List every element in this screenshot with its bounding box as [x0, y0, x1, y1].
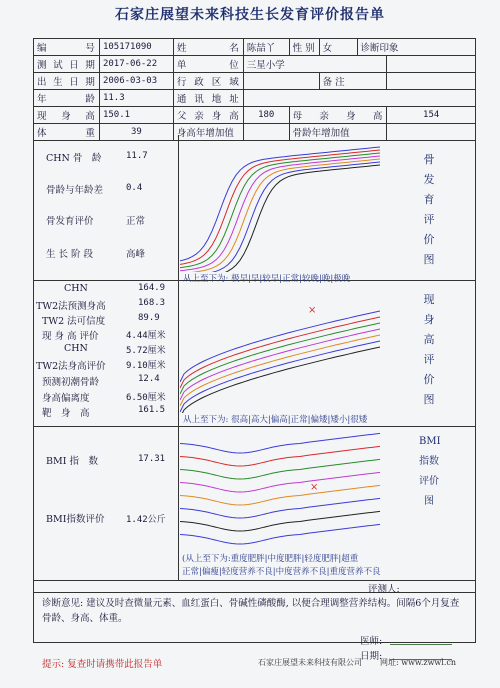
- bmi-value: 17.31: [138, 454, 166, 464]
- label-name: 姓 名: [173, 39, 243, 56]
- height-curve-2: [180, 317, 380, 388]
- label-height-gain: 身高年增加值: [173, 124, 243, 141]
- date-label: 日期:: [360, 651, 383, 662]
- bmi-curve-8: [180, 524, 380, 544]
- diagnosis-advice: 诊断意见: 建议及时查微量元素、血红蛋白、骨碱性磷酸酶, 以便合理调整营养结构。间隔6个月复查骨龄、身高、体重。: [42, 598, 460, 624]
- patient-marker: ×: [308, 305, 317, 316]
- bmi-label: BMI 指 数: [46, 456, 98, 467]
- bmi-chart-legend-line2: 正常|偏瘦|轻度营养不良|中度营养不良|重度营养不良: [182, 567, 381, 577]
- bone-age-label: CHN 骨 龄: [46, 153, 102, 164]
- dev-eval-value: 正常: [126, 216, 146, 227]
- label-diagnosis: 诊断印象: [357, 39, 475, 56]
- value-weight: 39: [99, 124, 173, 141]
- bone-age-value: 11.7: [126, 151, 148, 161]
- label-father-height: 父亲身高: [173, 107, 243, 124]
- column-divider: [178, 135, 179, 580]
- target-height-label: 靶 身 高: [42, 408, 90, 419]
- label-weight: 体 重: [34, 124, 100, 141]
- label-region: 行政区域: [173, 73, 243, 90]
- growth-stage-value: 高峰: [126, 249, 146, 260]
- patient-marker: ×: [310, 482, 319, 493]
- height-chart-legend: 从上至下为: 很高|高大|偏高|正常|偏矮|矮小|很矮: [183, 415, 368, 425]
- label-test-date: 测试日期: [34, 56, 100, 73]
- tw2-pred-value: 168.3: [138, 298, 166, 308]
- label-mother-height: 母亲身高: [289, 107, 387, 124]
- chn-value: 164.9: [138, 283, 166, 293]
- tw2-eval-value: 9.10厘米: [126, 361, 166, 371]
- bmi-eval-value: 1.42公斤: [126, 515, 166, 525]
- label-sex: 性 别: [289, 39, 319, 56]
- chn2-value: 5.72厘米: [126, 346, 166, 356]
- chn2-label: CHN: [64, 343, 88, 354]
- bmi-eval-label: BMI指数评价: [46, 514, 105, 525]
- bone-curve-4: [180, 156, 380, 271]
- growth-stage-label: 生 长 阶 段: [46, 249, 94, 260]
- doctor-label: 医师:: [360, 636, 383, 647]
- section-divider-4: [33, 592, 476, 593]
- value-birth-date: 2006-03-03: [99, 73, 173, 90]
- bone-curve-6: [180, 162, 380, 272]
- label-address: 通讯地址: [173, 90, 243, 107]
- label-birth-date: 出生日期: [34, 73, 100, 90]
- age-diff-value: 0.4: [126, 183, 143, 193]
- value-age: 11.3: [99, 90, 173, 107]
- cur-height-eval-value: 4.44厘米: [126, 331, 166, 341]
- label-unit: 单 位: [173, 56, 243, 73]
- tw2-conf-value: 89.9: [138, 313, 160, 323]
- label-age: 年 龄: [34, 90, 100, 107]
- bone-development-chart: [180, 137, 400, 272]
- bmi-chart-title: BMI指数评价图: [419, 436, 441, 507]
- value-mother-height: 154: [387, 107, 476, 124]
- deviation-value: 6.50厘米: [126, 393, 166, 403]
- bmi-chart-legend-line1: (从上至下为:重度肥胖|中度肥胖|轻度肥胖|超重: [182, 554, 359, 564]
- value-test-date: 2017-06-22: [99, 56, 173, 73]
- company-name: 石家庄展望未来科技有限公司: [258, 658, 362, 667]
- label-id: 编 号: [34, 39, 100, 56]
- value-unit: 三星小学: [243, 56, 387, 73]
- age-diff-label: 骨龄与年龄差: [46, 185, 104, 196]
- tip-text: 提示: 复查时请携带此报告单: [42, 659, 163, 670]
- section-divider-2: [33, 426, 476, 427]
- height-curve-7: [180, 347, 380, 413]
- menarche-value: 12.4: [138, 374, 160, 384]
- dev-eval-label: 骨发育评价: [46, 216, 94, 227]
- label-bone-gain: 骨龄年增加值: [289, 124, 387, 141]
- deviation-label: 身高偏离度: [42, 393, 90, 404]
- value-height: 150.1: [99, 107, 173, 124]
- height-evaluation-chart: [180, 283, 400, 413]
- report-title: 石家庄展望未来科技生长发育评价报告单: [115, 7, 385, 23]
- website: 网址: www.zwwl.cn: [380, 658, 457, 667]
- menarche-label: 预测初潮骨龄: [42, 377, 100, 388]
- value-name: 陈喆丫: [243, 39, 289, 56]
- tw2-pred-label: TW2法预测身高: [36, 301, 106, 312]
- doctor-signature-line: [390, 644, 452, 645]
- target-height-value: 161.5: [138, 405, 166, 415]
- value-father-height: 180: [243, 107, 289, 124]
- section-divider-3: [33, 580, 476, 581]
- cur-height-eval-label: 现 身 高 评价: [42, 331, 99, 342]
- bone-curve-5: [180, 159, 380, 272]
- label-remark: 备 注: [319, 73, 387, 90]
- label-height: 现 身 高: [34, 107, 100, 124]
- bone-chart-legend: 从上至下为: 极早|早|较早|正常|较晚|晚|极晚: [183, 274, 351, 284]
- evaluator-label: 评测人:: [368, 584, 400, 595]
- height-chart-title: 现身高评价图: [423, 293, 435, 406]
- bmi-evaluation-chart: [180, 428, 400, 550]
- bone-curve-1: [180, 147, 380, 261]
- value-sex: 女: [319, 39, 357, 56]
- tw2-eval-label: TW2法身高评价: [36, 361, 106, 372]
- bone-curve-7: [180, 165, 380, 272]
- chn-label: CHN: [64, 283, 88, 294]
- tw2-conf-label: TW2 法可信度: [42, 316, 106, 327]
- value-id: 105171090: [99, 39, 173, 56]
- bone-chart-title: 骨发育评价图: [423, 153, 435, 266]
